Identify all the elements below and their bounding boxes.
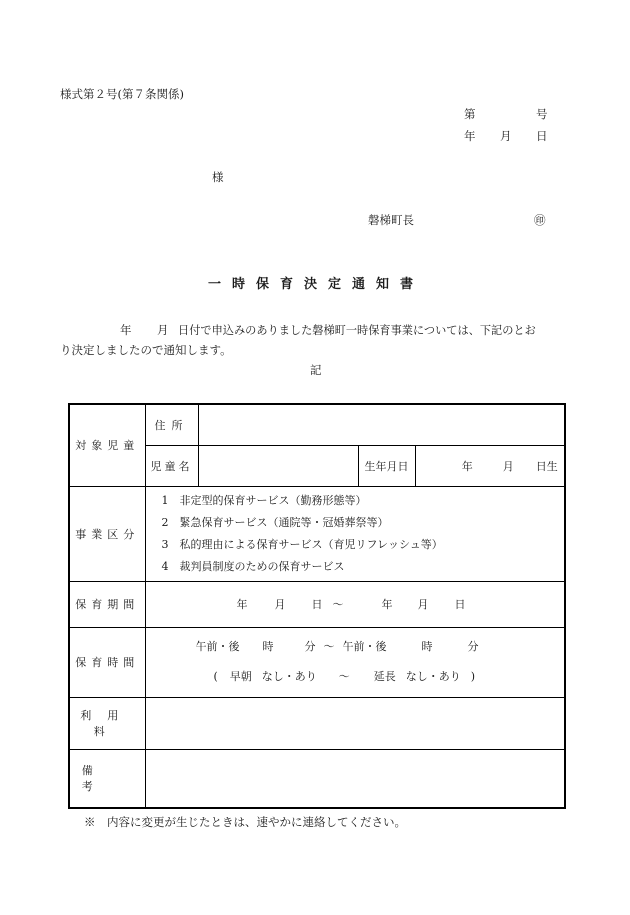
birth-date-label: 生年月日 — [358, 445, 415, 486]
address-label: 住所 — [145, 404, 198, 445]
date-month: 月 — [500, 129, 512, 143]
time-ampm2: 午前・後 — [342, 640, 387, 653]
number-prefix: 第 — [464, 107, 476, 121]
time-hour2: 時 — [421, 640, 433, 653]
seal-mark: ㊞ — [534, 213, 546, 227]
date-year: 年 — [464, 129, 476, 143]
time-close-paren: ) — [470, 670, 476, 683]
footnote: ※ 内容に変更が生じたときは、速やかに連絡してください。 — [84, 815, 406, 829]
child-label: 対象児童 — [69, 404, 145, 486]
early-option[interactable]: なし・あり — [261, 670, 317, 683]
fee-value[interactable] — [145, 697, 565, 749]
issuer: 磐梯町長 — [368, 213, 414, 227]
category-label: 事業区分 — [69, 486, 145, 581]
birth-year: 年 — [461, 459, 473, 473]
ki-mark: 記 — [310, 363, 322, 377]
category-item[interactable]: 3 私的理由による保育サービス（育児リフレッシュ等） — [161, 537, 443, 551]
decision-table — [68, 403, 566, 809]
period-day2: 日 — [454, 598, 466, 611]
period-month1: 月 — [274, 598, 286, 611]
time-open-paren: ( — [213, 670, 218, 683]
form-number: 様式第２号(第７条関係) — [60, 87, 184, 101]
period-value[interactable] — [145, 581, 565, 627]
time-label: 保育時間 — [69, 627, 145, 697]
late-label: 延長 — [373, 670, 396, 683]
period-day1: 日 — [311, 598, 323, 611]
remarks-label: 備考 — [69, 749, 145, 808]
category-item[interactable]: 1 非定型的保育サービス（勤務形態等） — [161, 493, 367, 507]
period-year2: 年 — [381, 598, 393, 611]
birth-date-value[interactable] — [415, 445, 565, 486]
category-list — [145, 486, 565, 581]
birth-day: 日生 — [535, 459, 558, 473]
addressee-suffix: 様 — [212, 170, 224, 184]
early-label: 早朝 — [229, 670, 252, 683]
category-item[interactable]: 4 裁判員制度のための保育サービス — [161, 559, 345, 573]
body-line2: り決定しましたので通知します。 — [60, 343, 232, 357]
address-value[interactable] — [198, 404, 565, 445]
late-option[interactable]: なし・あり — [405, 670, 461, 683]
time-ampm1: 午前・後 — [195, 640, 240, 653]
body-line1: 日付で申込みのありました磐梯町一時保育事業については、下記のとお — [178, 324, 536, 337]
body-year: 年 — [120, 323, 132, 337]
period-month2: 月 — [417, 598, 429, 611]
child-name-label: 児童名 — [145, 445, 198, 486]
time-tilde-2: ～ — [338, 670, 350, 683]
time-min2: 分 — [467, 640, 479, 653]
time-hour1: 時 — [262, 640, 274, 653]
remarks-value[interactable] — [145, 749, 565, 808]
time-min1: 分 — [304, 640, 316, 653]
date-day: 日 — [536, 129, 548, 143]
time-line2 — [146, 666, 565, 688]
time-tilde: ～ — [323, 640, 335, 653]
period-tilde: ～ — [332, 598, 344, 611]
fee-label: 利用料 — [69, 697, 145, 749]
time-line1 — [146, 636, 565, 658]
period-label: 保育期間 — [69, 581, 145, 627]
category-item[interactable]: 2 緊急保育サービス（通院等・冠婚葬祭等） — [161, 515, 389, 529]
number-suffix: 号 — [536, 107, 548, 121]
child-name-value[interactable] — [198, 445, 358, 486]
body-month: 月 — [157, 323, 169, 337]
time-value[interactable] — [145, 627, 565, 697]
document-title: 一時保育決定通知書 — [208, 277, 425, 292]
birth-month: 月 — [502, 459, 514, 473]
period-year1: 年 — [236, 598, 248, 611]
